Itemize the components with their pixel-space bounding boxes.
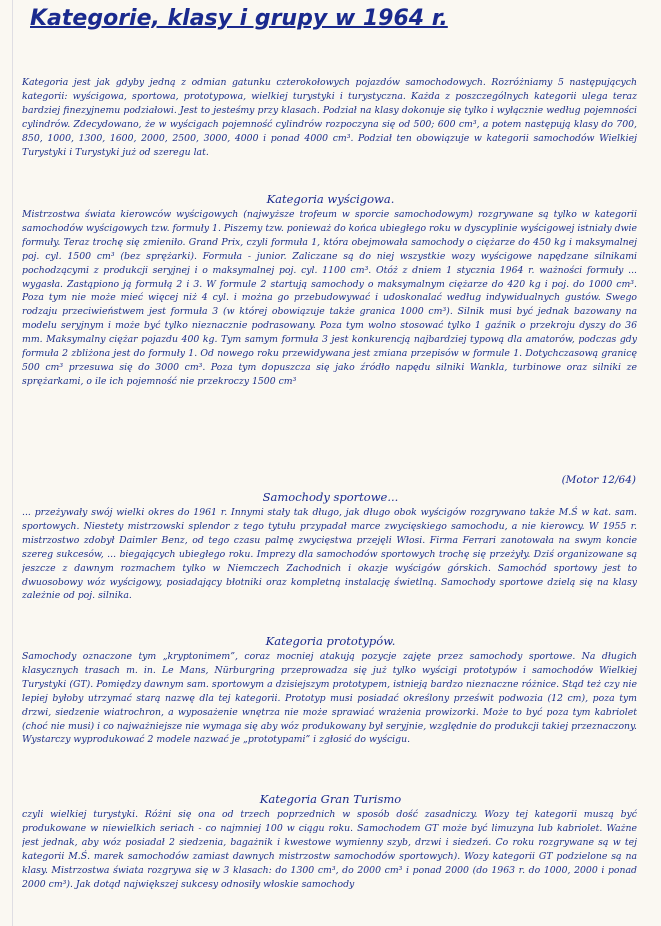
section-body-racing: Mistrzostwa świata kierowców wyścigowych (najwyższe trofeum w sporcie samochodowym) rozgrywane są tylko w kategorii samochodów wyścigowych tzw. formuły 1. Piszemy tzw. ponieważ do końca ubiegłego roku w dyscyplinie wyścigowej istniały dwie formuły. Teraz trochę się zmieniło. Grand Prix, czyli formuła 1, która obejmowała samochody o ciężarze do 450 kg i maksymalnej poj. cyl. 1500 cm³ (bez sprężarki). Formuła - junior. Zaliczane są do niej wszystkie wozy wyścigowe napędzane silnikami pochodzącymi z produkcji seryjnej i o maksymalnej poj. cyl. 1100 cm³. Otóż z dniem 1 stycznia 1964 r. ważności formuły ... wygasła. Zastąpiono ją formułą 2 i 3. W formule 2 startują samochody o maksymalnym ciężarze do 420 kg i poj. do 1000 cm³. Poza tym nie może mieć więcej niż 4 cyl. i można go przebudowywać i udoskonalać według indywidualnych gustów. Swego rodzaju przeciwieństwem jest formuła 3 (w której obowiązuje także granica 1000 cm³). Silnik musi być jednak bazowany na modelu seryjnym i może być tylko nieznacznie podrasowany. Poza tym wolno stosować tylko 1 gaźnik o przekroju dyszy do 36 mm. Maksymalny ciężar pojazdu 400 kg. Tym samym formuła 3 jest konkurencją najbardziej typową dla amatorów, podczas gdy formuła 2 zbliżona jest do formuły 1. Od nowego roku przewidywana jest zmiana przepisów w formule 1. Dotychczasową granicę 500 cm³ przesuwa się do 3000 cm³. Poza tym dopuszcza się jako źródło napędu silniki Wankla, turbinowe oraz silniki ze sprężarkami, o ile ich pojemność nie przekroczy 1500 cm³ — [22, 209, 637, 387]
section-body-sports: ... przeżywały swój wielki okres do 1961 r. Innymi stały tak długo, jak długo obok wyścigów rozgrywano także M.Ś w kat. sam. sportowych. Niestety mistrzowski splendor z tego tytułu przypadał marce zwycięskiego samochodu, a nie kierowcy. W 1955 r. mistrzostwo zdobył Daimler Benz, od tego czasu palmę zwycięstwa przejęli Włosi. Firma Ferrari zanotowała na swym koncie szereg sukcesów, ... biegających ubiegłego roku. Imprezy dla samochodów sportowych trochę się przeżyły. Dziś organizowane są jeszcze z dawnym rozmachem tylko w Niemczech Zachodnich i okazje wyścigów górskich. Samochód sportowy jest to dwuosobowy wóz wyścigowy, posiadający błotniki oraz kompletną instalację świetlną. Samochody sportowe dzielą się na klasy zależnie od poj. silnika. — [22, 507, 637, 602]
intro-text: Kategoria jest jak gdyby jedną z odmian gatunku czterokołowych pojazdów samochodowych. Rozróżniamy 5 następujących kategorii: wyścigowa, sportowa, prototypowa, wielkiej turystyki i turystyczna. Każda z poszczególnych kategorii ulega teraz bardziej finezyjnemu podziałowi. Jest to jesteśmy przy klasach. Podział na klasy dokonuje się tylko i wyłącznie według pojemności cylindrów. Zdecydowano, że w wyścigach pojemność cylindrów rozpoczyna się od 500; 600 cm³, a potem następują klasy do 700, 850, 1000, 1300, 1600, 2000, 2500, 3000, 4000 i ponad 4000 cm³. Podział ten obowiązuje w kategorii samochodów Wielkiej Turystyki i Turystyki już od szeregu lat. — [22, 77, 637, 158]
section-text-racing — [22, 208, 637, 470]
source-citation: (Motor 12/64) — [561, 474, 636, 486]
section-text-prototypes — [22, 650, 637, 788]
page-title: Kategorie, klasy i grupy w 1964 r. — [30, 6, 448, 31]
section-heading-sports: Samochody sportowe... — [262, 490, 399, 504]
intro-paragraph — [22, 76, 637, 159]
section-body-gt: czyli wielkiej turystyki. Różni się ona od trzech poprzednich w sposób dość zasadniczy. Wozy tej kategorii muszą być produkowane w niewielkich seriach - co najmniej 100 w ciągu roku. Samochodem GT może być limuzyna lub kabriolet. Ważne jest jednak, aby wóz posiadał 2 siedzenia, bagażnik i kwestowe wymienny szyb, drzwi i siedzeń. Co roku rozgrywane są w tej kategorii M.Ś. marek samochodów zamiast dawnych mistrzostw samochodów sportowych). Wozy kategorii GT podzielone są na klasy. Mistrzostwa świata rozgrywa się w 3 klasach: do 1300 cm³, do 2000 cm³ i ponad 2000 (do 1963 r. do 1000, 2000 i ponad 2000 cm³). Jak dotąd największej sukcesy odnosiły włoskie samochody — [22, 809, 637, 890]
section-heading-gt: Kategoria Gran Turismo — [259, 792, 402, 806]
margin-line — [12, 0, 13, 926]
section-text-gt — [22, 808, 637, 920]
section-text-sports — [22, 506, 637, 634]
section-heading-prototypes: Kategoria prototypów. — [265, 634, 396, 648]
section-body-prototypes: Samochody oznaczone tym „kryptonimem”, coraz mocniej atakują pozycje zajęte przez samochody sportowe. Na długich klasycznych trasach m. in. Le Mans, Nürburgring przeprowadza się już tylko wyścigi prototypów i samochodów Wielkiej Turystyki (GT). Pomiędzy dawnym sam. sportowym a dzisiejszym prototypem, istnieją bardzo nieznaczne różnice. Stąd też czy nie lepiej byłoby utrzymać starą nazwę dla tej kategorii. Prototyp musi posiadać określony prześwit podwozia (12 cm), poza tym drzwi, siedzenie wiatrochron, a wyposażenie wnętrza nie może sprawiać wrażenia prowizorki. Może to być poza tym kabriolet (choć nie musi) i co najważniejsze nie wymaga się aby wóz produkowany był seryjnie, względnie do produkcji takiej przeznaczony. Wystarczy wyprodukować 2 modele nazwać je „prototypami” i zgłosić do wyścigu. — [22, 651, 637, 746]
section-heading-racing: Kategoria wyścigowa. — [266, 192, 395, 206]
